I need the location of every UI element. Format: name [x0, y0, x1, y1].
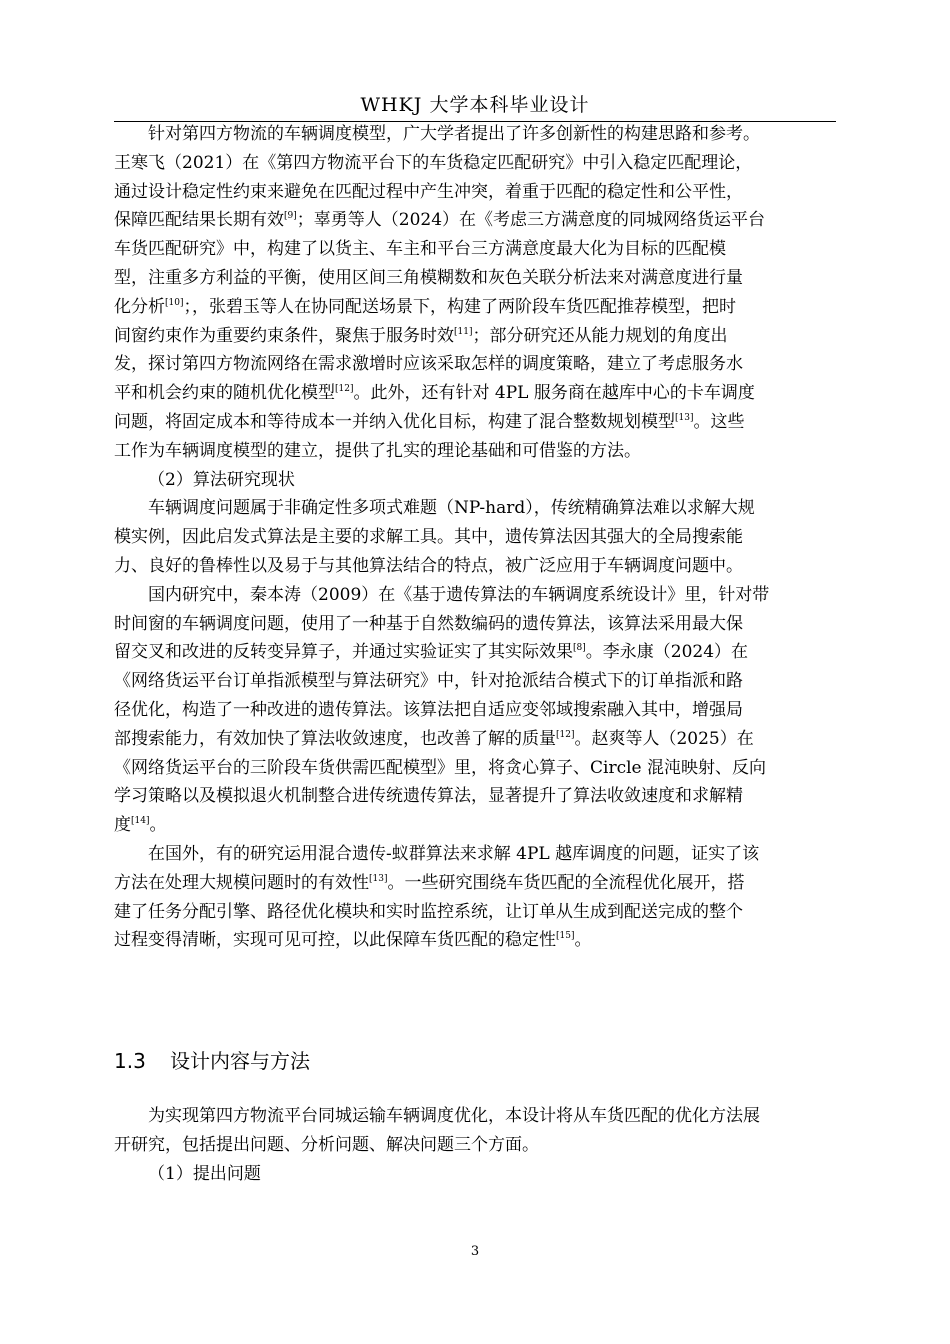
- text-line: 国内研究中，秦本涛（2009）在《基于遗传算法的车辆调度系统设计》里，针对带: [148, 584, 770, 605]
- page-header: WHKJ 大学本科毕业设计: [360, 94, 590, 116]
- text-line: 度[14]。: [114, 815, 167, 836]
- text-line: 方法在处理大规模问题时的有效性[13]。一些研究围绕车货匹配的全流程优化展开，搭: [114, 872, 745, 893]
- text-line: 通过设计稳定性约束来避免在匹配过程中产生冲突，着重于匹配的稳定性和公平性，: [114, 181, 743, 202]
- citation: [14]: [131, 816, 150, 827]
- text-line: 在国外，有的研究运用混合遗传-蚁群算法来求解 4PL 越库调度的问题，证实了该: [148, 843, 760, 864]
- section-heading: [114, 1043, 310, 1079]
- text-line: 力、良好的鲁棒性以及易于与其他算法结合的特点，被广泛应用于车辆调度问题中。: [114, 555, 743, 576]
- citation: [12]: [335, 384, 354, 395]
- text-line: 时间窗的车辆调度问题，使用了一种基于自然数编码的遗传算法，该算法采用最大保: [114, 613, 743, 634]
- text-line: 保障匹配结果长期有效[9]；辜勇等人（2024）在《考虑三方满意度的同城网络货运平台: [114, 210, 766, 231]
- text-line: 留交叉和改进的反转变异算子，并通过实验证实了其实际效果[8]。李永康（2024）在: [114, 642, 749, 663]
- text-line: 针对第四方物流的车辆调度模型，广大学者提出了许多创新性的构建思路和参考。: [148, 124, 760, 144]
- text-line: 问题，将固定成本和等待成本一并纳入优化目标，构建了混合整数规划模型[13]。这些: [114, 411, 745, 432]
- text-line: 《网络货运平台的三阶段车货供需匹配模型》里，将贪心算子、Circle 混沌映射、反向: [114, 757, 766, 778]
- citation: [13]: [675, 412, 694, 423]
- citation: [11]: [454, 326, 473, 337]
- citation: [13]: [369, 873, 388, 884]
- subheading: （2）算法研究现状: [148, 469, 295, 490]
- citation: [8]: [573, 643, 586, 654]
- text-line: 平和机会约束的随机优化模型[12]。此外，还有针对 4PL 服务商在越库中心的卡车调度: [114, 383, 755, 404]
- body-text: [114, 120, 836, 955]
- text-line: 王寒飞（2021）在《第四方物流平台下的车货稳定匹配研究》中引入稳定匹配理论，: [114, 152, 753, 173]
- text-line: 间窗约束作为重要约束条件，聚焦于服务时效[11]；部分研究还从能力规划的角度出: [114, 325, 728, 346]
- page-number: 3: [470, 1244, 480, 1259]
- citation: [12]: [556, 729, 575, 740]
- text-line: 发，探讨第四方物流网络在需求激增时应该采取怎样的调度策略，建立了考虑服务水: [114, 354, 743, 375]
- section-number: 1.3: [114, 1049, 146, 1073]
- text-line: 学习策略以及模拟退火机制整合进传统遗传算法，显著提升了算法收敛速度和求解精: [114, 786, 743, 807]
- text-line: 过程变得清晰，实现可见可控，以此保障车货匹配的稳定性[15]。: [114, 930, 592, 951]
- section-title: 设计内容与方法: [170, 1049, 310, 1073]
- citation: [15]: [556, 931, 575, 942]
- text-line: 化分析[10]；，张碧玉等人在协同配送场景下，构建了两阶段车货匹配推荐模型，把时: [114, 296, 736, 317]
- section-body: [114, 1102, 836, 1188]
- text-line: 模实例，因此启发式算法是主要的求解工具。其中，遗传算法因其强大的全局搜索能: [114, 527, 743, 548]
- citation: [10]: [165, 297, 184, 308]
- text-line: 《网络货运平台订单指派模型与算法研究》中，针对抢派结合模式下的订单指派和路: [114, 671, 743, 692]
- text-line: 径优化，构造了一种改进的遗传算法。该算法把自适应变邻域搜索融入其中，增强局: [114, 699, 743, 720]
- text-line: 开研究，包括提出问题、分析问题、解决问题三个方面。: [114, 1134, 539, 1155]
- citation: [9]: [284, 211, 297, 222]
- text-line: 型，注重多方利益的平衡，使用区间三角模糊数和灰色关联分析法来对满意度进行量: [114, 267, 743, 288]
- text-line: 建了任务分配引擎、路径优化模块和实时监控系统，让订单从生成到配送完成的整个: [114, 901, 743, 922]
- text-line: 为实现第四方物流平台同城运输车辆调度优化，本设计将从车货匹配的优化方法展: [148, 1106, 760, 1126]
- subheading: （1）提出问题: [148, 1163, 261, 1184]
- text-line: 车货匹配研究》中，构建了以货主、车主和平台三方满意度最大化为目标的匹配模: [114, 239, 726, 260]
- text-line: 工作为车辆调度模型的建立，提供了扎实的理论基础和可借鉴的方法。: [114, 440, 641, 461]
- text-line: 部搜索能力，有效加快了算法收敛速度，也改善了解的质量[12]。赵爽等人（2025）在: [114, 728, 754, 749]
- text-line: 车辆调度问题属于非确定性多项式难题（NP-hard），传统精确算法难以求解大规: [148, 498, 755, 519]
